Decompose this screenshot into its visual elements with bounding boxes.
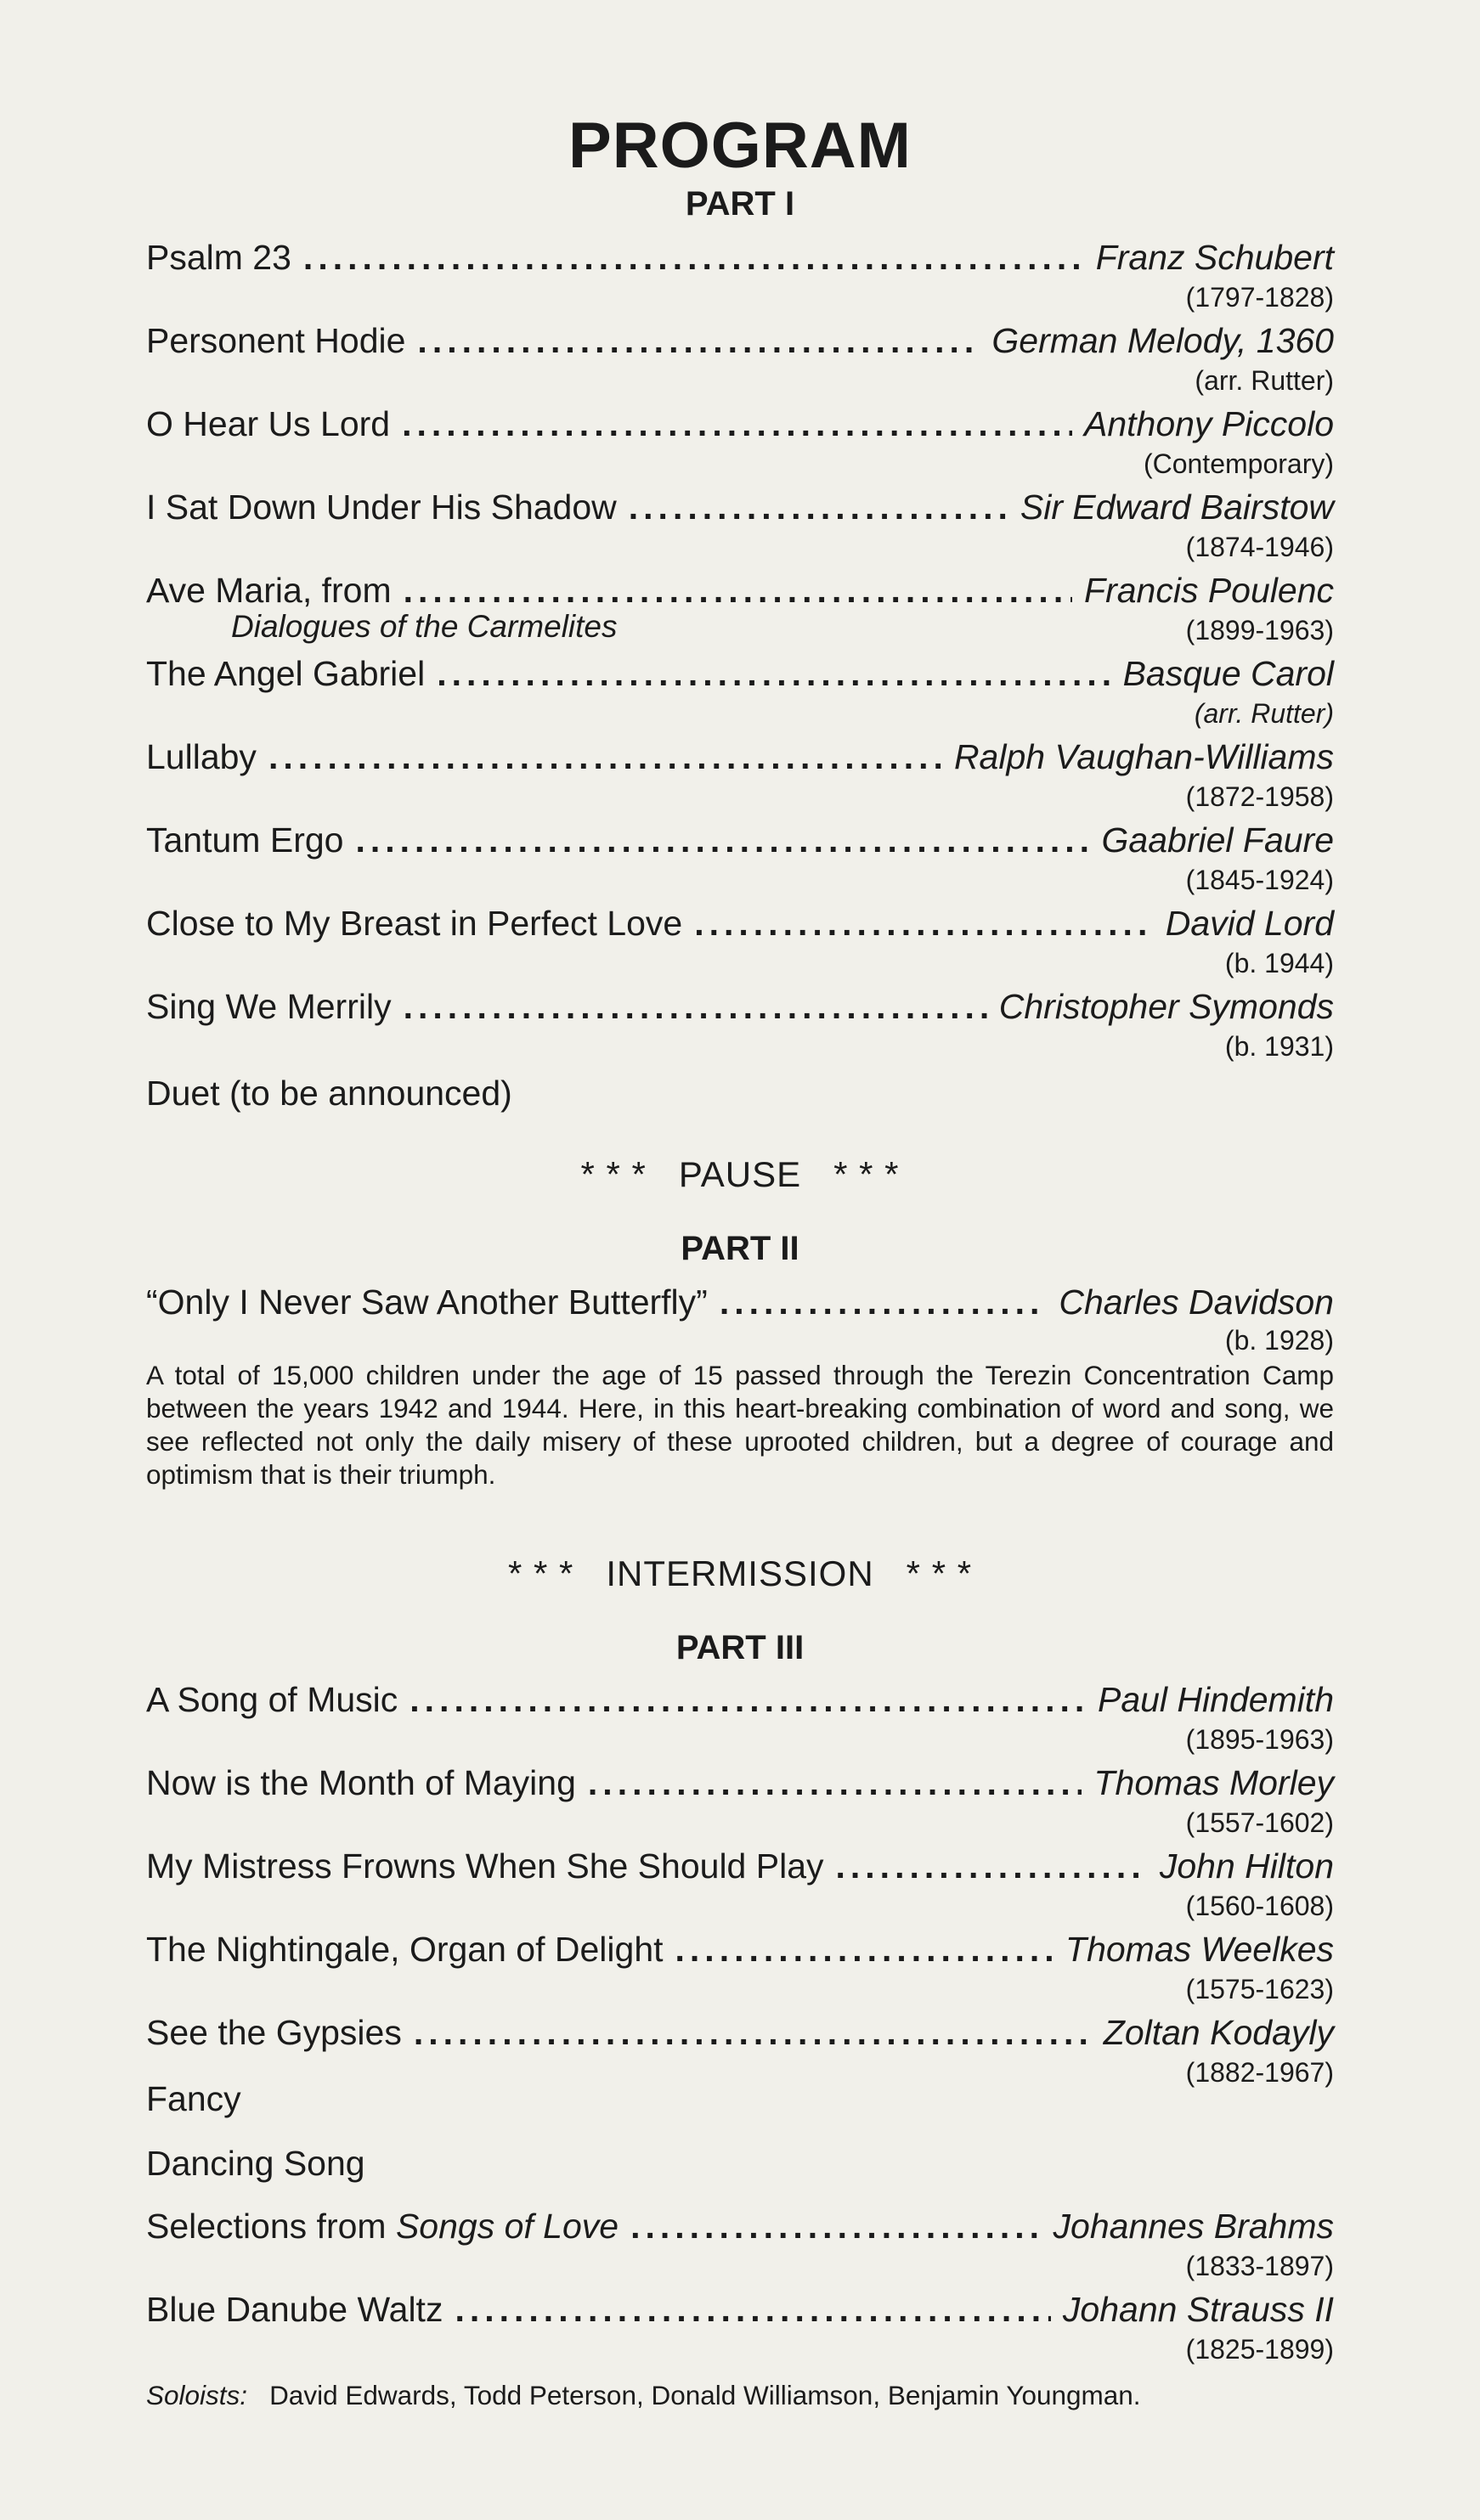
composer: David Lord xyxy=(1165,904,1334,943)
duet-item: Duet (to be announced) xyxy=(146,1074,512,1113)
program-item xyxy=(146,736,1334,778)
piece-title: The Nightingale, Organ of Delight xyxy=(146,1930,664,1969)
piece-title: Selections from Songs of Love xyxy=(146,2207,619,2246)
composer-dates: (b. 1931) xyxy=(1224,1031,1334,1062)
composer-dates: (1874-1946) xyxy=(1185,532,1334,562)
program-item xyxy=(146,819,1334,861)
program-item xyxy=(146,1678,1334,1721)
piece-title: Ave Maria, from xyxy=(146,571,392,610)
piece-title: Close to My Breast in Perfect Love xyxy=(146,904,683,943)
composer-dates: (1833-1897) xyxy=(1185,2251,1334,2281)
leader-dots xyxy=(629,486,1008,528)
composer-dates: (arr. Rutter) xyxy=(1195,365,1334,396)
program-item xyxy=(146,236,1334,279)
part-i-heading: PART I xyxy=(685,185,795,223)
leader-dots xyxy=(437,652,1110,695)
composer: Sir Edward Bairstow xyxy=(1020,488,1334,527)
composer: Johannes Brahms xyxy=(1053,2207,1334,2246)
piece-title: Psalm 23 xyxy=(146,238,291,277)
composer: Johann Strauss II xyxy=(1062,2290,1334,2329)
program-item xyxy=(146,652,1334,695)
composer: Thomas Morley xyxy=(1093,1763,1334,1802)
leader-dots xyxy=(410,1678,1086,1721)
composer: Zoltan Kodayly xyxy=(1103,2013,1334,2052)
pause-divider: * * * PAUSE * * * xyxy=(580,1154,900,1194)
piece-title: My Mistress Frowns When She Should Play xyxy=(146,1846,824,1886)
composer-dates: (arr. Rutter) xyxy=(1194,698,1334,729)
collection-title: Songs of Love xyxy=(395,2207,619,2246)
composer-dates: (b. 1944) xyxy=(1224,948,1334,978)
program-item xyxy=(146,569,1334,612)
composer: Ralph Vaughan-Williams xyxy=(953,737,1334,776)
program-item-fancy: Fancy xyxy=(146,2079,241,2118)
page-title: PROGRAM xyxy=(568,110,912,182)
composer: Gaabriel Faure xyxy=(1101,820,1334,860)
composer-dates: (1845-1924) xyxy=(1185,865,1334,895)
composer-dates: (1557-1602) xyxy=(1185,1807,1334,1838)
program-item xyxy=(146,1281,1334,1323)
leader-dots xyxy=(414,2011,1092,2054)
leader-dots xyxy=(588,1762,1082,1804)
leader-dots xyxy=(268,736,942,778)
piece-title: A Song of Music xyxy=(146,1680,398,1719)
program-item xyxy=(146,2011,1334,2054)
program-item xyxy=(146,2205,1334,2247)
leader-dots xyxy=(355,819,1089,861)
piece-title: See the Gypsies xyxy=(146,2013,402,2052)
piece-title: O Hear Us Lord xyxy=(146,404,391,443)
program-item xyxy=(146,985,1334,1028)
composer: German Melody, 1360 xyxy=(991,321,1334,360)
composer-dates: (1895-1963) xyxy=(1185,1724,1334,1755)
program-item xyxy=(146,2288,1334,2331)
composer: Christopher Symonds xyxy=(998,987,1334,1026)
leader-dots xyxy=(694,902,1154,944)
composer: Franz Schubert xyxy=(1095,238,1334,277)
piece-subtitle: Dialogues of the Carmelites xyxy=(231,609,618,644)
composer: Basque Carol xyxy=(1122,654,1334,693)
composer-dates: (1825-1899) xyxy=(1185,2334,1334,2365)
piece-title: Personent Hodie xyxy=(146,321,406,360)
piece-title: I Sat Down Under His Shadow xyxy=(146,488,617,527)
leader-dots xyxy=(404,569,1072,612)
composer-dates: (1899-1963) xyxy=(1185,615,1334,646)
piece-title: “Only I Never Saw Another Butterfly” xyxy=(146,1283,708,1322)
composer: John Hilton xyxy=(1159,1846,1334,1886)
composer-dates: (Contemporary) xyxy=(1143,448,1334,479)
composer: Paul Hindemith xyxy=(1097,1680,1334,1719)
composer-dates: (1797-1828) xyxy=(1185,282,1334,313)
program-item xyxy=(146,1845,1334,1887)
piece-title: Sing We Merrily xyxy=(146,987,392,1026)
composer-dates: (1575-1623) xyxy=(1185,1974,1334,2004)
composer: Charles Davidson xyxy=(1059,1283,1334,1322)
composer-dates: (1882-1967) xyxy=(1185,2057,1334,2088)
composer: Thomas Weelkes xyxy=(1065,1930,1334,1969)
composer: Anthony Piccolo xyxy=(1083,404,1334,443)
program-item xyxy=(146,1762,1334,1804)
leader-dots xyxy=(402,403,1072,445)
program-item xyxy=(146,403,1334,445)
leader-dots xyxy=(455,2288,1050,2331)
program-item xyxy=(146,1928,1334,1970)
butterfly-note: A total of 15,000 children under the age of 15 passed through the Terezin Concentration Camp between the years 1942 and 1944. Here, in this heart-breaking combination of word and song, we see reflected not only the daily misery of these uprooted children, but a degree of courage and optimism that is their triumph. xyxy=(146,1360,1334,1490)
soloists-label: Soloists: xyxy=(146,2380,248,2410)
intermission-divider: * * * INTERMISSION * * * xyxy=(507,1553,973,1593)
piece-title: Blue Danube Waltz xyxy=(146,2290,443,2329)
composer-dates: (1872-1958) xyxy=(1185,781,1334,812)
leader-dots xyxy=(836,1845,1148,1887)
piece-title: Lullaby xyxy=(146,737,257,776)
soloists-line xyxy=(146,2378,1141,2412)
part-ii-heading: PART II xyxy=(681,1230,799,1267)
leader-dots xyxy=(404,985,987,1028)
leader-dots xyxy=(303,236,1084,279)
piece-title: Tantum Ergo xyxy=(146,820,344,860)
soloists-names: David Edwards, Todd Peterson, Donald Williamson, Benjamin Youngman. xyxy=(269,2380,1141,2410)
leader-dots xyxy=(720,1281,1048,1323)
leader-dots xyxy=(675,1928,1054,1970)
piece-title: Now is the Month of Maying xyxy=(146,1763,576,1802)
leader-dots xyxy=(630,2205,1041,2247)
composer-dates: (b. 1928) xyxy=(1224,1325,1334,1356)
program-item xyxy=(146,319,1334,362)
program-item-dancing-song: Dancing Song xyxy=(146,2144,365,2183)
program-item xyxy=(146,902,1334,944)
composer-dates: (1560-1608) xyxy=(1185,1891,1334,1921)
program-item xyxy=(146,486,1334,528)
leader-dots xyxy=(417,319,980,362)
composer: Francis Poulenc xyxy=(1084,571,1334,610)
part-iii-heading: PART III xyxy=(675,1629,805,1666)
piece-title: The Angel Gabriel xyxy=(146,654,426,693)
